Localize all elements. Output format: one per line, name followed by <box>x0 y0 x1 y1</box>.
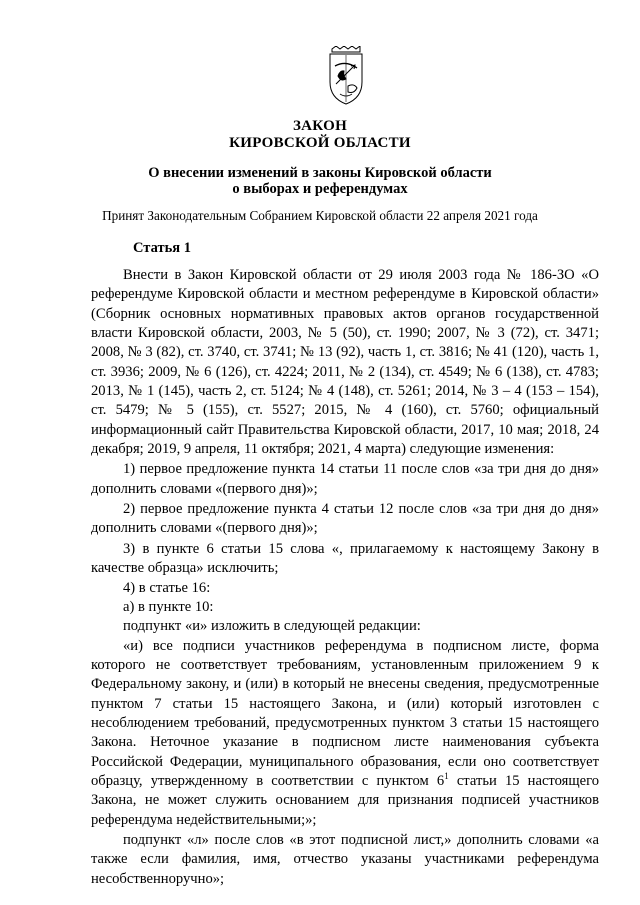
law-title: ЗАКОН <box>292 118 348 134</box>
article-heading: Статья 1 <box>133 240 191 256</box>
subparagraph-i-text <box>91 637 599 830</box>
article-body <box>91 266 599 889</box>
amendment-item-3: 3) в пункте 6 статьи 15 слова «, прилагаемому к настоящему Закону в качестве образца» исключить; <box>91 540 599 577</box>
amendment-item-4a: а) в пункте 10: <box>123 598 214 615</box>
amendment-item-4: 4) в статье 16: <box>123 579 211 596</box>
subparagraph-i-text-part-2: статьи 15 настоящего Закона, не может служить основанием для признания подписей участников референдума недействительными;»; <box>91 772 599 828</box>
law-subtitle-line-2: о выборах и референдумах <box>232 181 408 197</box>
subparagraph-i-text-part-1: «и) все подписи участников референдума в подписном листе, форма которого не соответствует требованиям, установленным приложением 9 к Федеральному закону, и (или) в который не внесены сведения, предусмотренные пунктом 7 статьи 15 настоящего Закона, и (или) который изготовлен с несоблюдением требований, предусмотренных пунктом 3 статьи 15 настоящего Закона. Неточное указание в подписном листе наименования субъекта Российской Федерации, муниципального образования, если оно соответствует образцу, утвержденному в соответствии с пунктом 6 <box>91 637 599 789</box>
subparagraph-l-text: подпункт «л» после слов «в этот подписной лист,» дополнить словами «а также если фамилия, имя, отчество указаны участниками референдума несобственноручно»; <box>91 831 599 887</box>
region-title: КИРОВСКОЙ ОБЛАСТИ <box>229 135 411 151</box>
amendment-item-1: 1) первое предложение пункта 14 статьи 11 после слов «за три дня до дня» дополнить словами «(первого дня)»; <box>91 461 599 497</box>
law-subtitle-line-1: О внесении изменений в законы Кировской области <box>148 165 492 181</box>
adoption-statement: Принят Законодательным Собранием Кировской области 22 апреля 2021 года <box>102 208 538 223</box>
subparagraph-i-intro: подпункт «и» изложить в следующей редакции: <box>123 618 421 635</box>
amendment-item-2: 2) первое предложение пункта 4 статьи 12 после слов «за три дня до дня» дополнить словами «(первого дня)»; <box>91 501 599 537</box>
superscript-marker: 1 <box>444 771 449 782</box>
article-intro-paragraph: Внести в Закон Кировской области от 29 июля 2003 года № 186-ЗО «О референдуме Кировской области и местном референдуме в Кировской области» (Сборник основных нормативных правовых актов органов государственной власти Кировской области, 2003, № 5 (50), ст. 1990; 2007, № 3 (72), ст. 3471; 2008, № 3 (82), ст. 3740, ст. 3741; № 13 (92), часть 1, ст. 3816; № 41 (120), часть 1, ст. 3936; 2009, № 6 (126), ст. 4224; 2011, № 2 (134), ст. 4549; № 6 (138), ст. 4783; 2013, № 1 (145), часть 2, ст. 5124; № 4 (148), ст. 5261; 2014, № 3 – 4 (153 – 154), ст. 5479; № 5 (155), ст. 5527; 2015, № 4 (160), ст. 5760; официальный информационный сайт Правительства Кировской области, 2017, 10 мая; 2018, 24 декабря; 2019, 9 апреля, 11 октября; 2021, 4 марта) следующие изменения: <box>91 267 599 458</box>
coat-of-arms-icon <box>324 46 368 106</box>
